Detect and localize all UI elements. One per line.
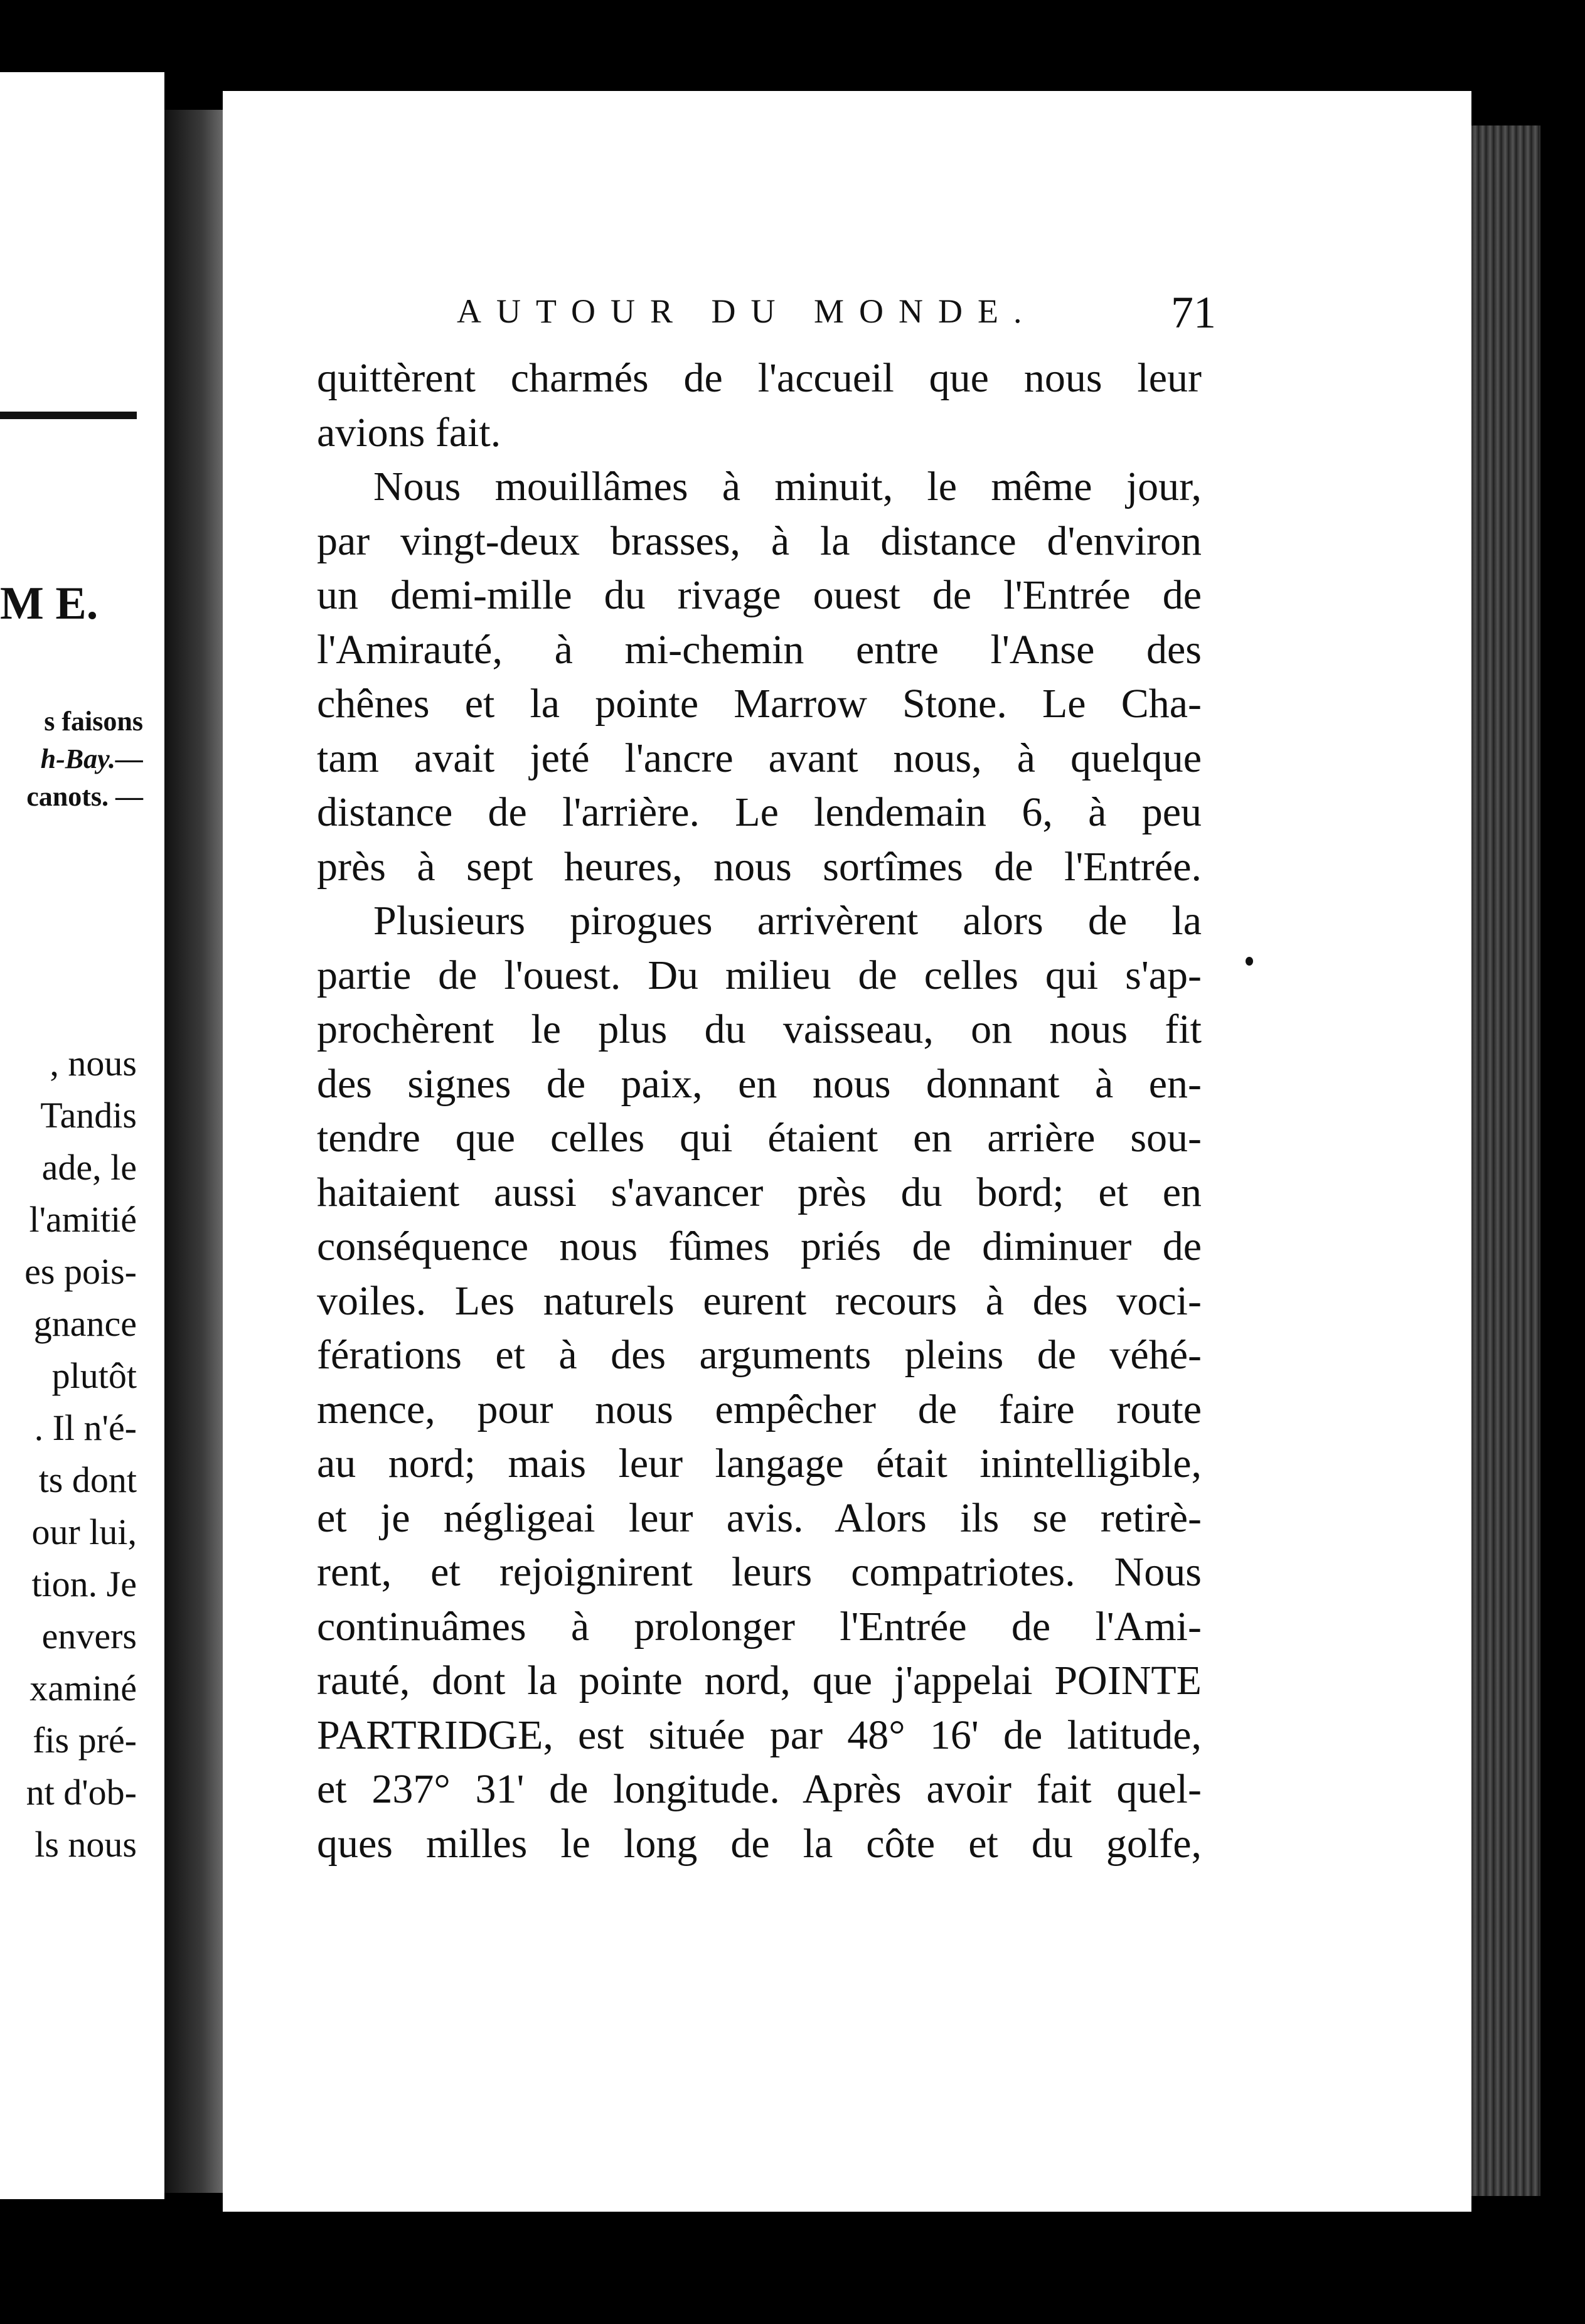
text-line: mence, pour nous empêcher de faire route	[317, 1386, 1202, 1432]
text-line: férations et à des arguments pleins de véhé-	[317, 1332, 1202, 1378]
text-line: tam avait jeté l'ancre avant nous, à quelque	[317, 735, 1202, 781]
left-text-line: Tandis	[40, 1095, 137, 1136]
left-text-line: plutôt	[51, 1355, 137, 1396]
left-text-line: gnance	[33, 1303, 137, 1344]
summary-line: s faisons	[44, 706, 143, 737]
text-line: tendre que celles qui étaient en arrière sou-	[317, 1115, 1202, 1161]
section-rule	[0, 412, 137, 419]
running-head	[457, 287, 1216, 342]
text-line: continuâmes à prolonger l'Entrée de l'Ami-	[317, 1603, 1202, 1650]
left-body-text	[24, 1037, 137, 1870]
left-text-line: nt d'ob-	[26, 1772, 137, 1813]
left-text-line: our lui,	[31, 1511, 137, 1552]
left-text-line: . Il n'é-	[34, 1407, 137, 1448]
left-text-line: envers	[41, 1616, 137, 1656]
text-line: quittèrent charmés de l'accueil que nous leur	[317, 355, 1202, 401]
text-line: haitaient aussi s'avancer près du bord; et en	[317, 1169, 1202, 1215]
text-line: voiles. Les naturels eurent recours à des voci-	[317, 1277, 1202, 1324]
left-text-line: es pois-	[24, 1251, 137, 1292]
text-line: prochèrent le plus du vaisseau, on nous fit	[317, 1006, 1202, 1052]
text-line: par vingt-deux brasses, à la distance d'environ	[317, 518, 1202, 564]
text-line: Plusieurs pirogues arrivèrent alors de la	[373, 898, 1202, 944]
text-line: un demi-mille du rivage ouest de l'Entrée de	[317, 572, 1202, 618]
text-line: Nous mouillâmes à minuit, le même jour,	[373, 464, 1202, 509]
text-line: rauté, dont la pointe nord, que j'appelai POINTE	[317, 1658, 1202, 1703]
ink-speck	[1246, 957, 1253, 966]
left-chapter-summary	[26, 703, 143, 816]
text-line: ques milles le long de la côte et du golfe,	[317, 1820, 1202, 1867]
book-page-edges	[1471, 125, 1540, 2196]
text-line: et 237° 31' de longitude. Après avoir fait quel-	[317, 1766, 1202, 1812]
text-line: l'Amirauté, à mi-chemin entre l'Anse des	[317, 626, 1202, 673]
text-line: conséquence nous fûmes priés de diminuer de	[317, 1223, 1202, 1269]
text-line: des signes de paix, en nous donnant à en-	[317, 1060, 1202, 1107]
running-title: AUTOUR DU MONDE.	[457, 292, 1037, 330]
left-text-line: tion. Je	[31, 1564, 137, 1604]
text-line: distance de l'arrière. Le lendemain 6, à peu	[317, 789, 1202, 835]
text-line: avions fait.	[317, 409, 501, 456]
summary-line: h-Bay.—	[40, 744, 143, 774]
left-text-line: l'amitié	[29, 1199, 137, 1240]
left-text-line: ts dont	[38, 1459, 137, 1500]
text-line: chênes et la pointe Marrow Stone. Le Cha-	[317, 681, 1202, 727]
text-line: et je négligeai leur avis. Alors ils se retirè-	[317, 1495, 1202, 1541]
left-chapter-heading: M E.	[0, 578, 99, 629]
page-number: 71	[1171, 287, 1216, 338]
text-line: PARTRIDGE, est située par 48° 16' de latitude,	[317, 1712, 1202, 1758]
body-text	[317, 351, 1202, 1871]
text-line: rent, et rejoignirent leurs compatriotes. Nous	[317, 1549, 1202, 1595]
left-text-line: fis pré-	[33, 1720, 137, 1761]
text-line: près à sept heures, nous sortîmes de l'Entrée.	[317, 843, 1202, 890]
facing-page-left	[0, 72, 164, 2199]
left-text-line: xaminé	[29, 1668, 137, 1708]
text-line: partie de l'ouest. Du milieu de celles qui s'ap-	[317, 952, 1202, 998]
left-text-line: ls nous	[35, 1824, 137, 1865]
text-line: au nord; mais leur langage était inintelligible,	[317, 1441, 1202, 1486]
summary-line: canots. —	[26, 781, 143, 812]
left-text-line: ade, le	[41, 1147, 137, 1188]
left-text-line: , nous	[50, 1043, 137, 1084]
